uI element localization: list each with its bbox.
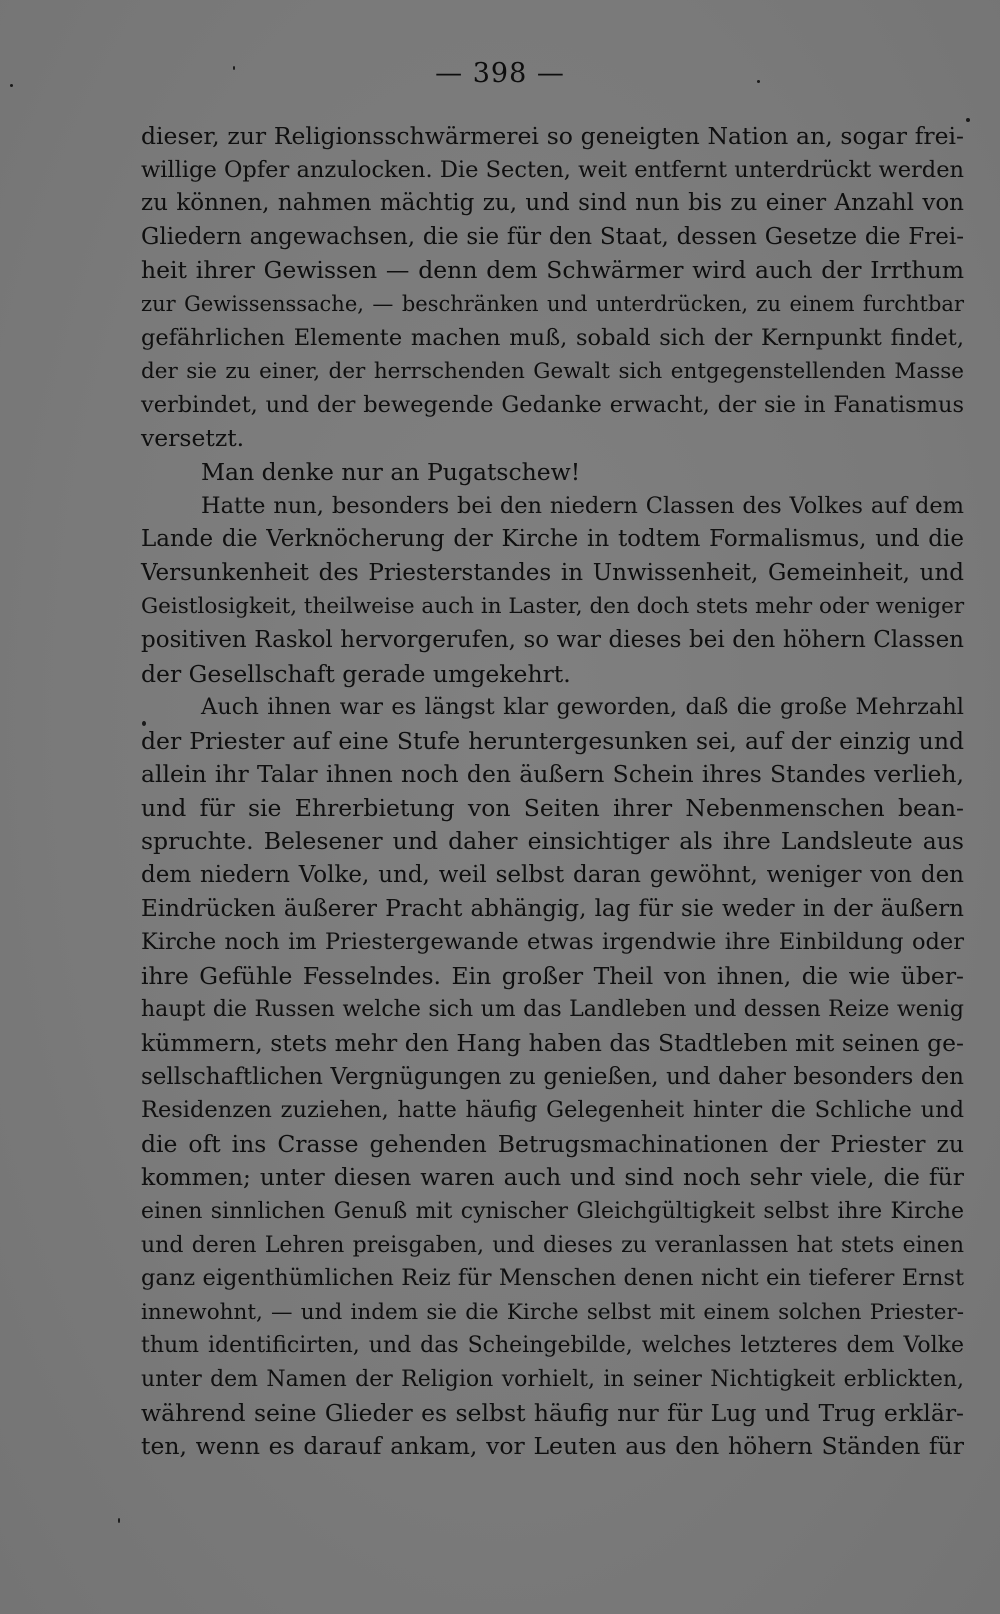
text-line: verbindet, und der bewegende Gedanke erwacht, der sie in Fanatismus — [141, 391, 964, 418]
text-line: Residenzen zuziehen, hatte häufig Gelegenheit hinter die Schliche und — [141, 1097, 964, 1124]
text-line: Hatte nun, besonders bei den niedern Classen des Volkes auf dem — [201, 492, 964, 519]
text-line: haupt die Russen welche sich um das Landleben und dessen Reize wenig — [141, 997, 964, 1023]
page-number: — 398 — — [435, 58, 565, 89]
text-line: ihre Gefühle Fesselndes. Ein großer Theil von ihnen, die wie über- — [141, 961, 964, 990]
text-line: ganz eigenthümlichen Reiz für Menschen denen nicht ein tieferer Ernst — [141, 1265, 964, 1292]
scan-speck — [233, 66, 235, 70]
text-line: allein ihr Talar ihnen noch den äußern Schein ihres Standes verlieh, — [141, 760, 964, 789]
text-line: dieser, zur Religionsschwärmerei so geneigten Nation an, sogar frei- — [141, 122, 964, 150]
text-line: spruchte. Belesener und daher einsichtiger als ihre Landsleute aus — [141, 827, 964, 856]
text-line: Geistlosigkeit, theilweise auch in Laster, den doch stets mehr oder weniger — [141, 594, 965, 620]
scan-speck — [118, 1518, 120, 1523]
text-line: kommen; unter diesen waren auch und sind noch sehr viele, die für — [141, 1163, 964, 1192]
text-line: innewohnt, — und indem sie die Kirche selbst mit einem solchen Priester- — [141, 1299, 964, 1325]
text-line: positiven Raskol hervorgerufen, so war dieses bei den höhern Classen — [141, 626, 964, 653]
text-line: Lande die Verknöcherung der Kirche in todtem Formalismus, und die — [141, 526, 964, 553]
text-line: gefährlichen Elemente machen muß, sobald sich der Kernpunkt findet, — [141, 324, 964, 351]
text-line: Man denke nur an Pugatschew! — [201, 457, 581, 486]
text-line: der sie zu einer, der herrschenden Gewalt sich entgegenstellenden Masse — [141, 359, 964, 385]
text-line: versetzt. — [141, 424, 245, 453]
scan-speck — [142, 721, 146, 726]
text-line: Auch ihnen war es längst klar geworden, daß die große Mehrzahl — [201, 694, 964, 721]
text-line: während seine Glieder es selbst häufig nur für Lug und Trug erklär- — [141, 1398, 964, 1427]
scan-speck — [966, 118, 970, 122]
text-line: die oft ins Crasse gehenden Betrugsmachinationen der Priester zu — [141, 1129, 964, 1158]
scan-speck — [10, 84, 13, 87]
text-line: zu können, nahmen mächtig zu, und sind nun bis zu einer Anzahl von — [141, 190, 964, 217]
text-line: thum identificirten, und das Scheingebilde, welches letzteres dem Volke — [141, 1333, 964, 1359]
text-line: Kirche noch im Priestergewande etwas irgendwie ihre Einbildung oder — [141, 929, 964, 956]
text-line: Eindrücken äußerer Pracht abhängig, lag für sie weder in der äußern — [141, 895, 964, 922]
text-line: heit ihrer Gewissen — denn dem Schwärmer wird auch der Irrthum — [141, 256, 964, 285]
text-line: und für sie Ehrerbietung von Seiten ihrer Nebenmenschen bean- — [141, 793, 964, 822]
text-line: einen sinnlichen Genuß mit cynischer Gleichgültigkeit selbst ihre Kirche — [141, 1199, 964, 1224]
text-line: ten, wenn es darauf ankam, vor Leuten aus den höhern Ständen für — [141, 1432, 964, 1461]
text-line: unter dem Namen der Religion vorhielt, in seiner Nichtigkeit erblickten, — [141, 1366, 964, 1392]
text-line: und deren Lehren preisgaben, und dieses zu veranlassen hat stets einen — [141, 1232, 964, 1258]
text-line: zur Gewissenssache, — beschränken und unterdrücken, zu einem furchtbar — [141, 291, 964, 316]
text-line: dem niedern Volke, und, weil selbst daran gewöhnt, weniger von den — [141, 862, 964, 889]
text-line: kümmern, stets mehr den Hang haben das Stadtleben mit seinen ge- — [141, 1029, 964, 1058]
text-line: Versunkenheit des Priesterstandes in Unwissenheit, Gemeinheit, und — [141, 559, 964, 586]
text-line: der Priester auf eine Stufe heruntergesunken sei, auf der einzig und — [141, 726, 964, 755]
text-line: Gliedern angewachsen, die sie für den Staat, dessen Gesetze die Frei- — [141, 223, 964, 250]
scan-speck — [757, 80, 760, 83]
text-line: sellschaftlichen Vergnügungen zu genießen, und daher besonders den — [141, 1063, 964, 1090]
text-line: der Gesellschaft gerade umgekehrt. — [141, 659, 571, 688]
text-line: willige Opfer anzulocken. Die Secten, weit entfernt unterdrückt werden — [141, 156, 964, 183]
body-text — [141, 120, 964, 1464]
